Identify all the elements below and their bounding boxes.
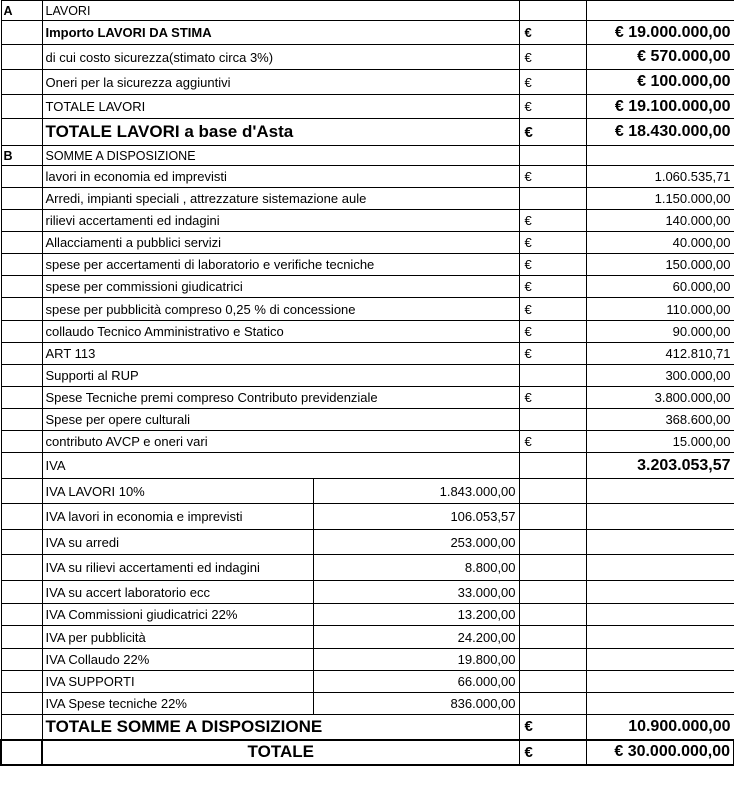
iva-amount: 33.000,00: [313, 581, 519, 604]
row-label: Allacciamenti a pubblici servizi: [42, 232, 519, 254]
row-value: € 570.000,00: [586, 45, 734, 70]
section-b-row: [1, 254, 734, 276]
row-value: 15.000,00: [586, 431, 734, 453]
iva-label: IVA per pubblicità: [42, 626, 313, 649]
row-value: 1.060.535,71: [586, 166, 734, 188]
iva-label: IVA SUPPORTI: [42, 671, 313, 693]
row-label: rilievi accertamenti ed indagini: [42, 210, 519, 232]
row-value: 140.000,00: [586, 210, 734, 232]
row-value: € 19.100.000,00: [586, 95, 734, 119]
iva-row: [1, 555, 734, 581]
section-a-row: [1, 70, 734, 95]
iva-row: [1, 693, 734, 715]
iva-total-row: [1, 453, 734, 479]
iva-row: [1, 671, 734, 693]
row-value: 90.000,00: [586, 321, 734, 343]
currency-symbol: €: [519, 70, 586, 95]
section-b-row: [1, 365, 734, 387]
currency-symbol: €: [519, 740, 586, 765]
row-label: contributo AVCP e oneri vari: [42, 431, 519, 453]
iva-row: [1, 649, 734, 671]
iva-label: IVA su rilievi accertamenti ed indagini: [42, 555, 313, 581]
currency-symbol: [519, 188, 586, 210]
iva-row: [1, 581, 734, 604]
row-value: € 18.430.000,00: [586, 119, 734, 146]
iva-row: [1, 626, 734, 649]
row-label: Oneri per la sicurezza aggiuntivi: [42, 70, 519, 95]
row-value: 10.900.000,00: [586, 715, 734, 740]
section-b-header: [1, 146, 734, 166]
section-b-row: [1, 166, 734, 188]
iva-label: IVA Collaudo 22%: [42, 649, 313, 671]
iva-row: [1, 479, 734, 504]
section-a-row: [1, 95, 734, 119]
section-a-title: LAVORI: [42, 1, 519, 21]
row-label: TOTALE LAVORI: [42, 95, 519, 119]
row-label: spese per pubblicità compreso 0,25 % di concessione: [42, 298, 519, 321]
iva-label: IVA su accert laboratorio ecc: [42, 581, 313, 604]
row-value: 1.150.000,00: [586, 188, 734, 210]
row-label: Supporti al RUP: [42, 365, 519, 387]
currency-symbol: €: [519, 21, 586, 45]
row-label: Spese Tecniche premi compreso Contributo previdenziale: [42, 387, 519, 409]
row-label: Spese per opere culturali: [42, 409, 519, 431]
section-a-row: [1, 45, 734, 70]
row-value: 60.000,00: [586, 276, 734, 298]
grand-total-row: [1, 740, 734, 765]
row-value: 110.000,00: [586, 298, 734, 321]
row-value: 368.600,00: [586, 409, 734, 431]
currency-symbol: €: [519, 232, 586, 254]
row-label: spese per accertamenti di laboratorio e verifiche tecniche: [42, 254, 519, 276]
row-value: 150.000,00: [586, 254, 734, 276]
currency-symbol: [519, 365, 586, 387]
section-b-row: [1, 232, 734, 254]
row-label: IVA: [42, 453, 519, 479]
row-label: di cui costo sicurezza(stimato circa 3%): [42, 45, 519, 70]
grand-total-value: € 30.000.000,00: [586, 740, 734, 765]
iva-amount: 1.843.000,00: [313, 479, 519, 504]
iva-amount: 19.800,00: [313, 649, 519, 671]
row-label: Importo LAVORI DA STIMA: [42, 21, 519, 45]
row-value: 3.203.053,57: [586, 453, 734, 479]
row-value: 3.800.000,00: [586, 387, 734, 409]
section-b-row: [1, 298, 734, 321]
iva-label: IVA lavori in economia e imprevisti: [42, 504, 313, 530]
section-b-row: [1, 409, 734, 431]
section-b-row: [1, 210, 734, 232]
currency-symbol: €: [519, 166, 586, 188]
section-b-row: [1, 188, 734, 210]
section-a-header: [1, 1, 734, 21]
section-b-row: [1, 343, 734, 365]
iva-label: IVA Spese tecniche 22%: [42, 693, 313, 715]
row-value: € 100.000,00: [586, 70, 734, 95]
grand-total-label: TOTALE: [42, 740, 519, 765]
total-lavori-asta-row: [1, 119, 734, 146]
row-label: TOTALE SOMME A DISPOSIZIONE: [42, 715, 519, 740]
row-value: 412.810,71: [586, 343, 734, 365]
currency-symbol: €: [519, 254, 586, 276]
currency-symbol: €: [519, 119, 586, 146]
section-a-code: A: [1, 1, 42, 21]
currency-symbol: €: [519, 210, 586, 232]
row-label: collaudo Tecnico Amministrativo e Statico: [42, 321, 519, 343]
total-somme-row: [1, 715, 734, 740]
currency-symbol: €: [519, 95, 586, 119]
section-a-row: [1, 21, 734, 45]
iva-row: [1, 530, 734, 555]
iva-row: [1, 504, 734, 530]
currency-symbol: €: [519, 387, 586, 409]
currency-symbol: €: [519, 715, 586, 740]
row-value: 300.000,00: [586, 365, 734, 387]
row-label: ART 113: [42, 343, 519, 365]
row-label: lavori in economia ed imprevisti: [42, 166, 519, 188]
iva-amount: 253.000,00: [313, 530, 519, 555]
row-label: spese per commissioni giudicatrici: [42, 276, 519, 298]
iva-row: [1, 604, 734, 626]
iva-amount: 8.800,00: [313, 555, 519, 581]
iva-label: IVA su arredi: [42, 530, 313, 555]
currency-symbol: €: [519, 45, 586, 70]
section-b-title: SOMME A DISPOSIZIONE: [42, 146, 519, 166]
iva-label: IVA LAVORI 10%: [42, 479, 313, 504]
section-b-row: [1, 431, 734, 453]
section-b-row: [1, 321, 734, 343]
row-value: € 19.000.000,00: [586, 21, 734, 45]
currency-symbol: €: [519, 321, 586, 343]
currency-symbol: €: [519, 431, 586, 453]
row-label: Arredi, impianti speciali , attrezzature sistemazione aule: [42, 188, 519, 210]
currency-symbol: €: [519, 298, 586, 321]
row-value: 40.000,00: [586, 232, 734, 254]
currency-symbol: [519, 409, 586, 431]
currency-symbol: €: [519, 276, 586, 298]
section-b-code: B: [1, 146, 42, 166]
currency-symbol: €: [519, 343, 586, 365]
iva-amount: 836.000,00: [313, 693, 519, 715]
iva-amount: 24.200,00: [313, 626, 519, 649]
iva-label: IVA Commissioni giudicatrici 22%: [42, 604, 313, 626]
section-b-row: [1, 387, 734, 409]
iva-amount: 13.200,00: [313, 604, 519, 626]
iva-amount: 106.053,57: [313, 504, 519, 530]
row-label: TOTALE LAVORI a base d'Asta: [42, 119, 519, 146]
iva-amount: 66.000,00: [313, 671, 519, 693]
section-b-row: [1, 276, 734, 298]
